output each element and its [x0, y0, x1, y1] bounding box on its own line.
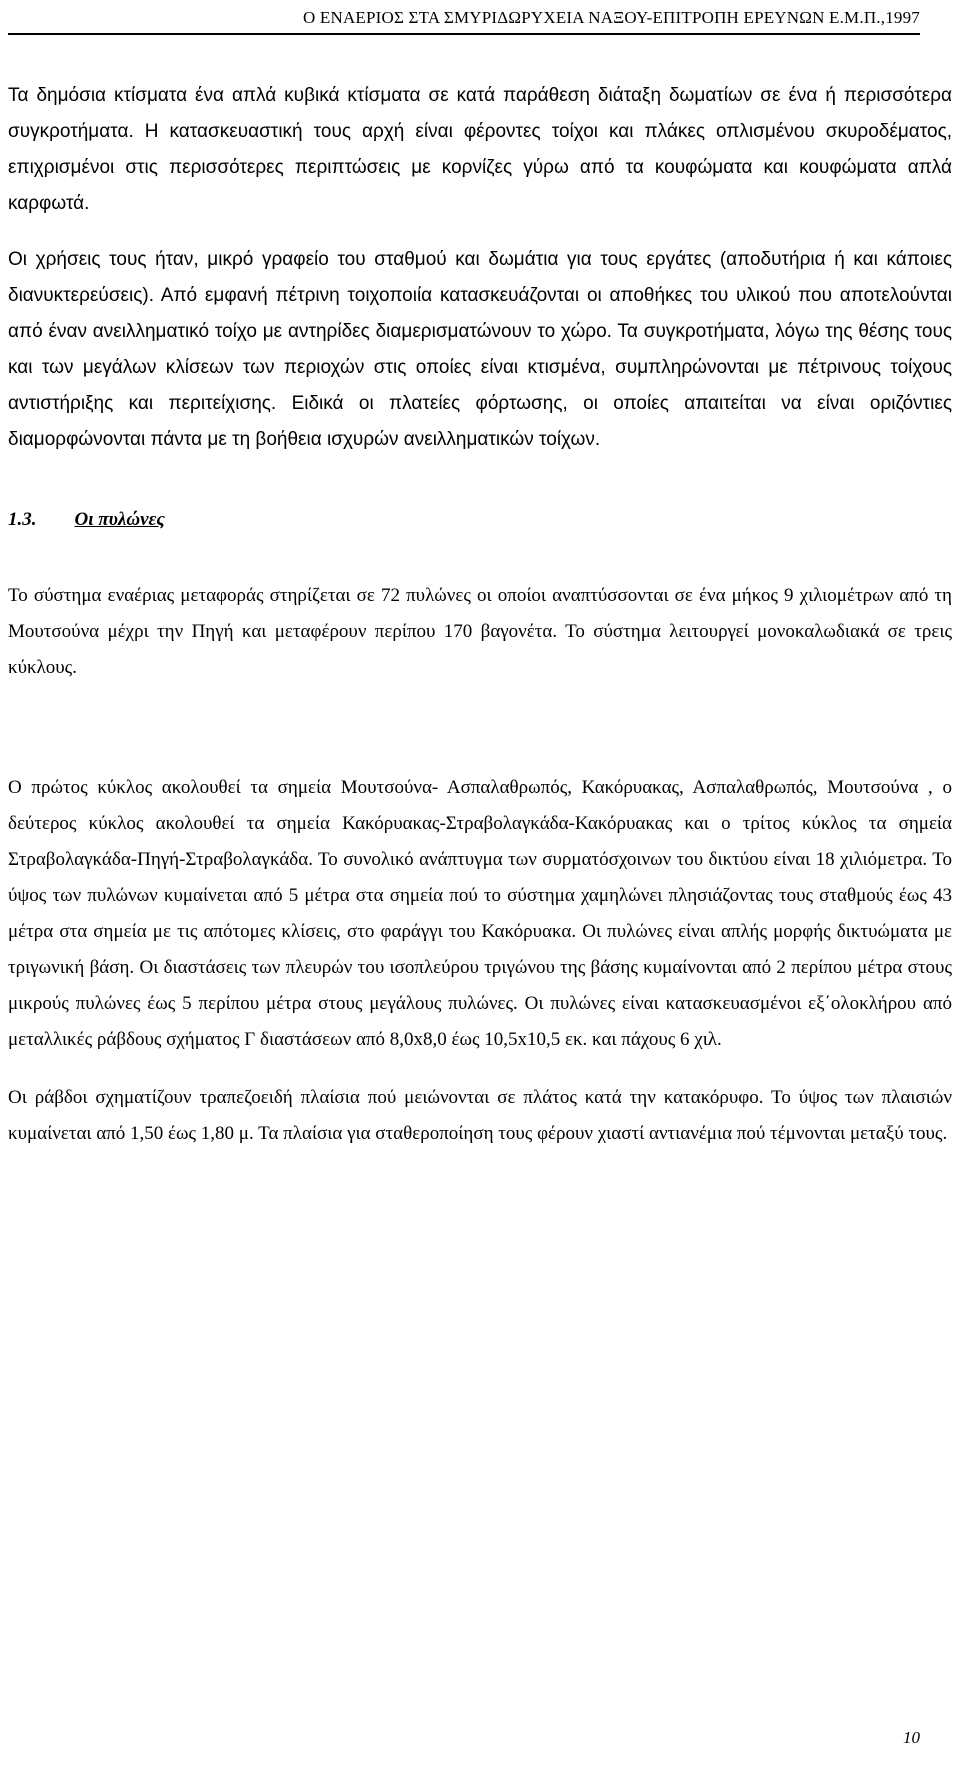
section-title: Οι πυλώνες	[74, 509, 165, 530]
paragraph-public-buildings: Τα δημόσια κτίσματα ένα απλά κυβικά κτίσματα σε κατά παράθεση διάταξη δωματίων σε ένα ή περισσότερα συγκροτήματα. Η κατασκευαστική τους αρχή είναι φέροντες τοίχοι και πλάκες οπλισμένου σκυροδέματος, επιχρισμένοι στις περισσότερες περιπτώσεις με κορνίζες γύρω από τα κουφώματα και κουφώματα απλά καρφωτά.	[8, 85, 952, 214]
header-title: Ο ΕΝΑΕΡΙΟΣ ΣΤΑ ΣΜΥΡΙΔΩΡΥΧΕΙΑ ΝΑΞΟΥ-ΕΠΙΤΡΟΠΗ ΕΡΕΥΝΩΝ Ε.Μ.Π.,1997	[302, 8, 920, 27]
paragraph-building-uses: Οι χρήσεις τους ήταν, μικρό γραφείο του σταθμού και δωμάτια για τους εργάτες (αποδυτήρια ή και κάποιες διανυκτερεύσεις). Από εμφανή πέτρινη τοιχοποιία κατασκευάζονται οι αποθήκες του υλικού που αποτελούνται από έναν ανειλληματικό τοίχο με αντηρίδες διαμερισματώνουν το χώρο. Τα συγκροτήματα, λόγω της θέσης τους και των μεγάλων κλίσεων των περιοχών στις οποίες είναι κτισμένα, συμπληρώνονται με πέτρινους τοίχους αντιστήριξης και περιτείχισης. Ειδικά οι πλατείες φόρτωσης, οι οποίες απαιτείται να είναι οριζόντιες διαμορφώνονται πάντα με τη βοήθεια ισχυρών ανειλληματικών τοίχων.	[8, 249, 952, 450]
section-heading	[8, 502, 952, 538]
paragraph-rods: Οι ράβδοι σχηματίζουν τραπεζοειδή πλαίσια πού μειώνονται σε πλάτος κατά την κατακόρυφο. Το ύψος των πλαισιών κυμαίνεται από 1,50 έως 1,80 μ. Τα πλαίσια για σταθεροποίηση τους φέρουν χιαστί αντιανέμια πού τέμνονται μεταξύ τους.	[8, 1087, 952, 1144]
paragraph-cycles: Ο πρώτος κύκλος ακολουθεί τα σημεία Μουτσούνα- Ασπαλαθρωπός, Κακόρυακας, Ασπαλαθρωπός, Μουτσούνα , ο δεύτερος κύκλος ακολουθεί τα σημεία Κακόρυακας-Στραβολαγκάδα-Κακόρυακας και ο τρίτος κύκλος τα σημεία Στραβολαγκάδα-Πηγή-Στραβολαγκάδα. Το συνολικό ανάπτυγμα των συρματόσχοινων του δικτύου είναι 18 χιλιόμετρα. Το ύψος των πυλώνων κυμαίνεται από 5 μέτρα στα σημεία πού το σύστημα χαμηλώνει πλησιάζοντας τους σταθμούς έως 43 μέτρα στα σημεία με τις απότομες κλίσεις, στο φαράγγι του Κακόρυακα. Οι πυλώνες είναι απλής μορφής δικτυώματα με τριγωνική βάση. Οι διαστάσεις των πλευρών του ισοπλεύρου τριγώνου της βάσης κυμαίνονται από 2 περίπου μέτρα στους μικρούς πυλώνες έως 5 περίπου μέτρα στους μεγάλους πυλώνες. Οι πυλώνες είναι κατασκευασμένοι εξ΄ολοκλήρου από μεταλλικές ράβδους σχήματος Γ διαστάσεων από 8,0x8,0 έως 10,5x10,5 εκ. και πάχους 6 χιλ.	[8, 777, 952, 1050]
page-header	[0, 0, 960, 60]
page-number: 10	[903, 1728, 920, 1747]
section-number: 1.3.	[8, 509, 37, 530]
document-body	[8, 78, 952, 1152]
header-rule	[8, 33, 920, 35]
paragraph-pylon-system: Το σύστημα εναέριας μεταφοράς στηρίζεται σε 72 πυλώνες οι οποίοι αναπτύσσονται σε ένα μήκος 9 χιλιομέτρων από τη Μουτσούνα μέχρι την Πηγή και μεταφέρουν περίπου 170 βαγονέτα. Το σύστημα λειτουργεί μονοκαλωδιακά σε τρεις κύκλους.	[8, 585, 952, 678]
